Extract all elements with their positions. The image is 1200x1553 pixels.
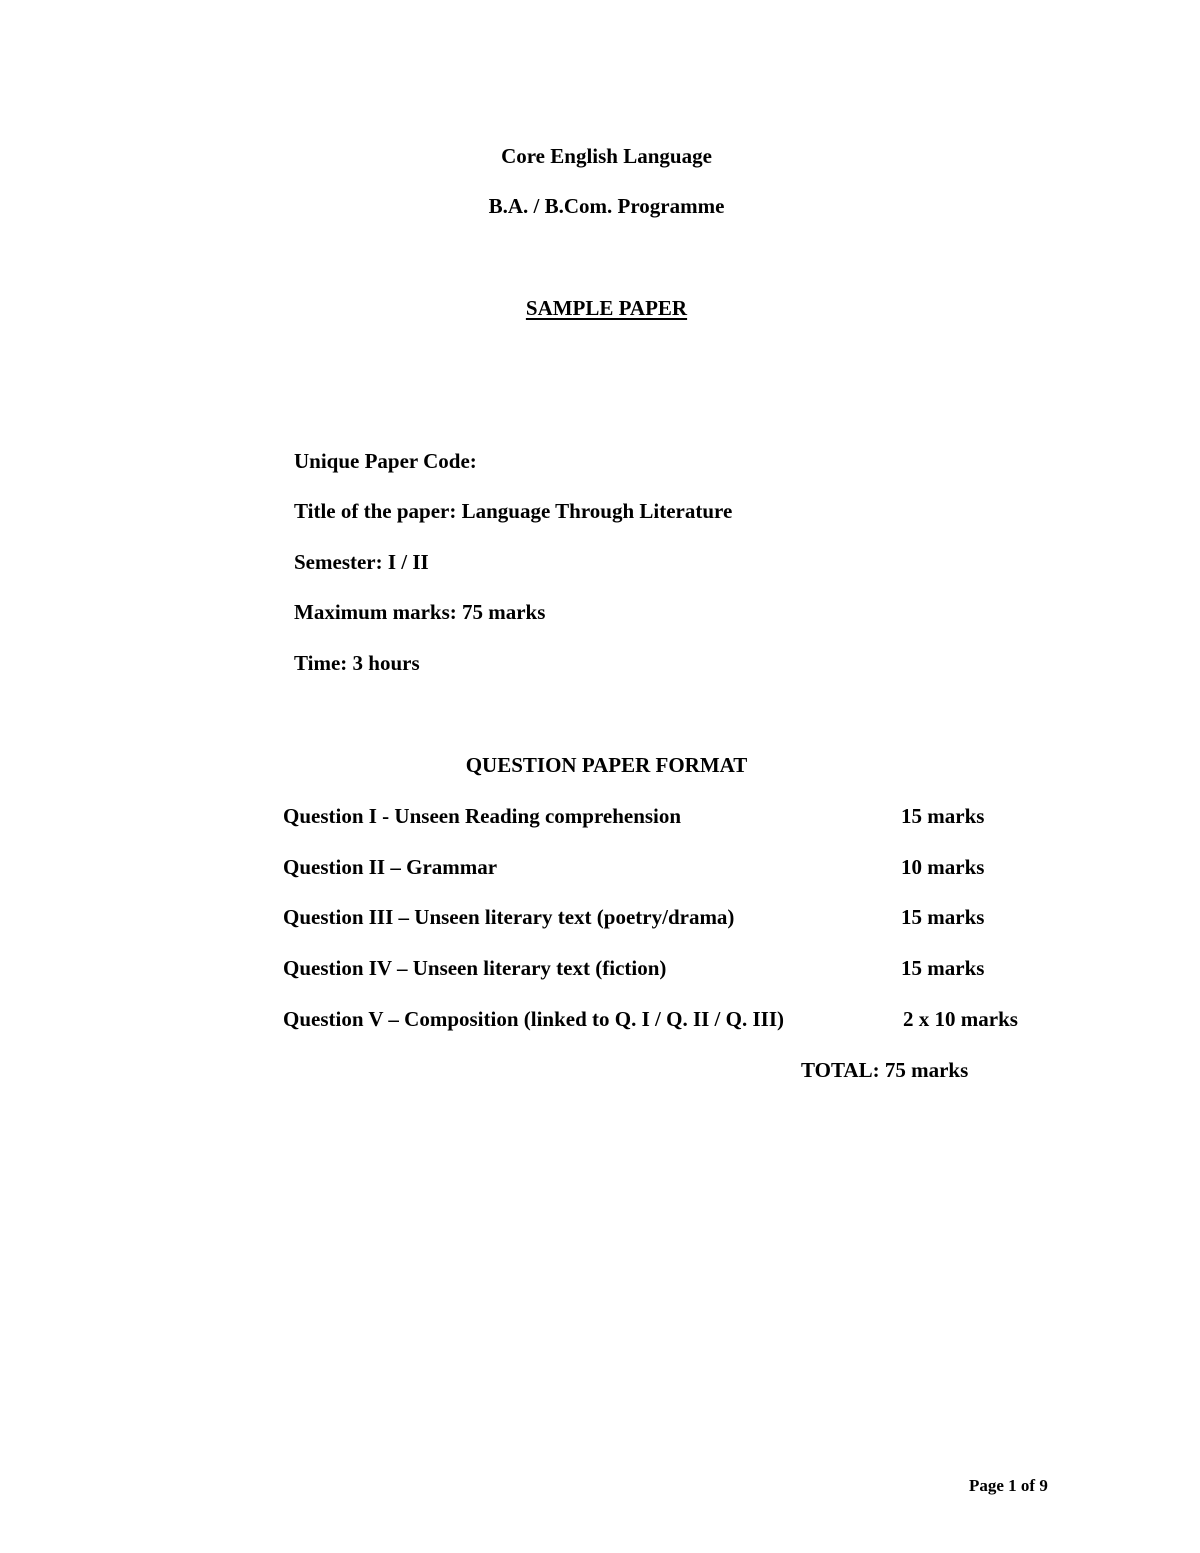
semester: Semester: I / II — [294, 550, 429, 574]
programme-title: B.A. / B.Com. Programme — [488, 194, 725, 218]
question-label: Question I - Unseen Reading comprehension — [283, 804, 682, 828]
maximum-marks: Maximum marks: 75 marks — [294, 600, 546, 624]
course-title: Core English Language — [501, 144, 712, 168]
paper-title: Title of the paper: Language Through Literature — [294, 499, 733, 523]
question-marks: 15 marks — [901, 905, 985, 929]
total-marks: TOTAL: 75 marks — [801, 1058, 969, 1082]
question-marks: 2 x 10 marks — [903, 1007, 1018, 1031]
question-label: Question V – Composition (linked to Q. I / Q. II / Q. III) — [283, 1007, 784, 1031]
sample-paper-heading — [0, 295, 1200, 321]
question-marks: 15 marks — [901, 804, 985, 828]
page-number: Page 1 of 9 — [969, 1476, 1048, 1495]
question-label: Question II – Grammar — [283, 855, 498, 879]
question-marks: 15 marks — [901, 956, 985, 980]
time-allowed: Time: 3 hours — [294, 651, 420, 675]
paper-code: Unique Paper Code: — [294, 449, 477, 473]
question-marks: 10 marks — [901, 855, 985, 879]
sample-paper-label: SAMPLE PAPER — [525, 296, 688, 320]
format-heading: QUESTION PAPER FORMAT — [465, 753, 748, 777]
question-label: Question IV – Unseen literary text (fiction) — [283, 956, 667, 980]
question-label: Question III – Unseen literary text (poetry/drama) — [283, 905, 735, 929]
